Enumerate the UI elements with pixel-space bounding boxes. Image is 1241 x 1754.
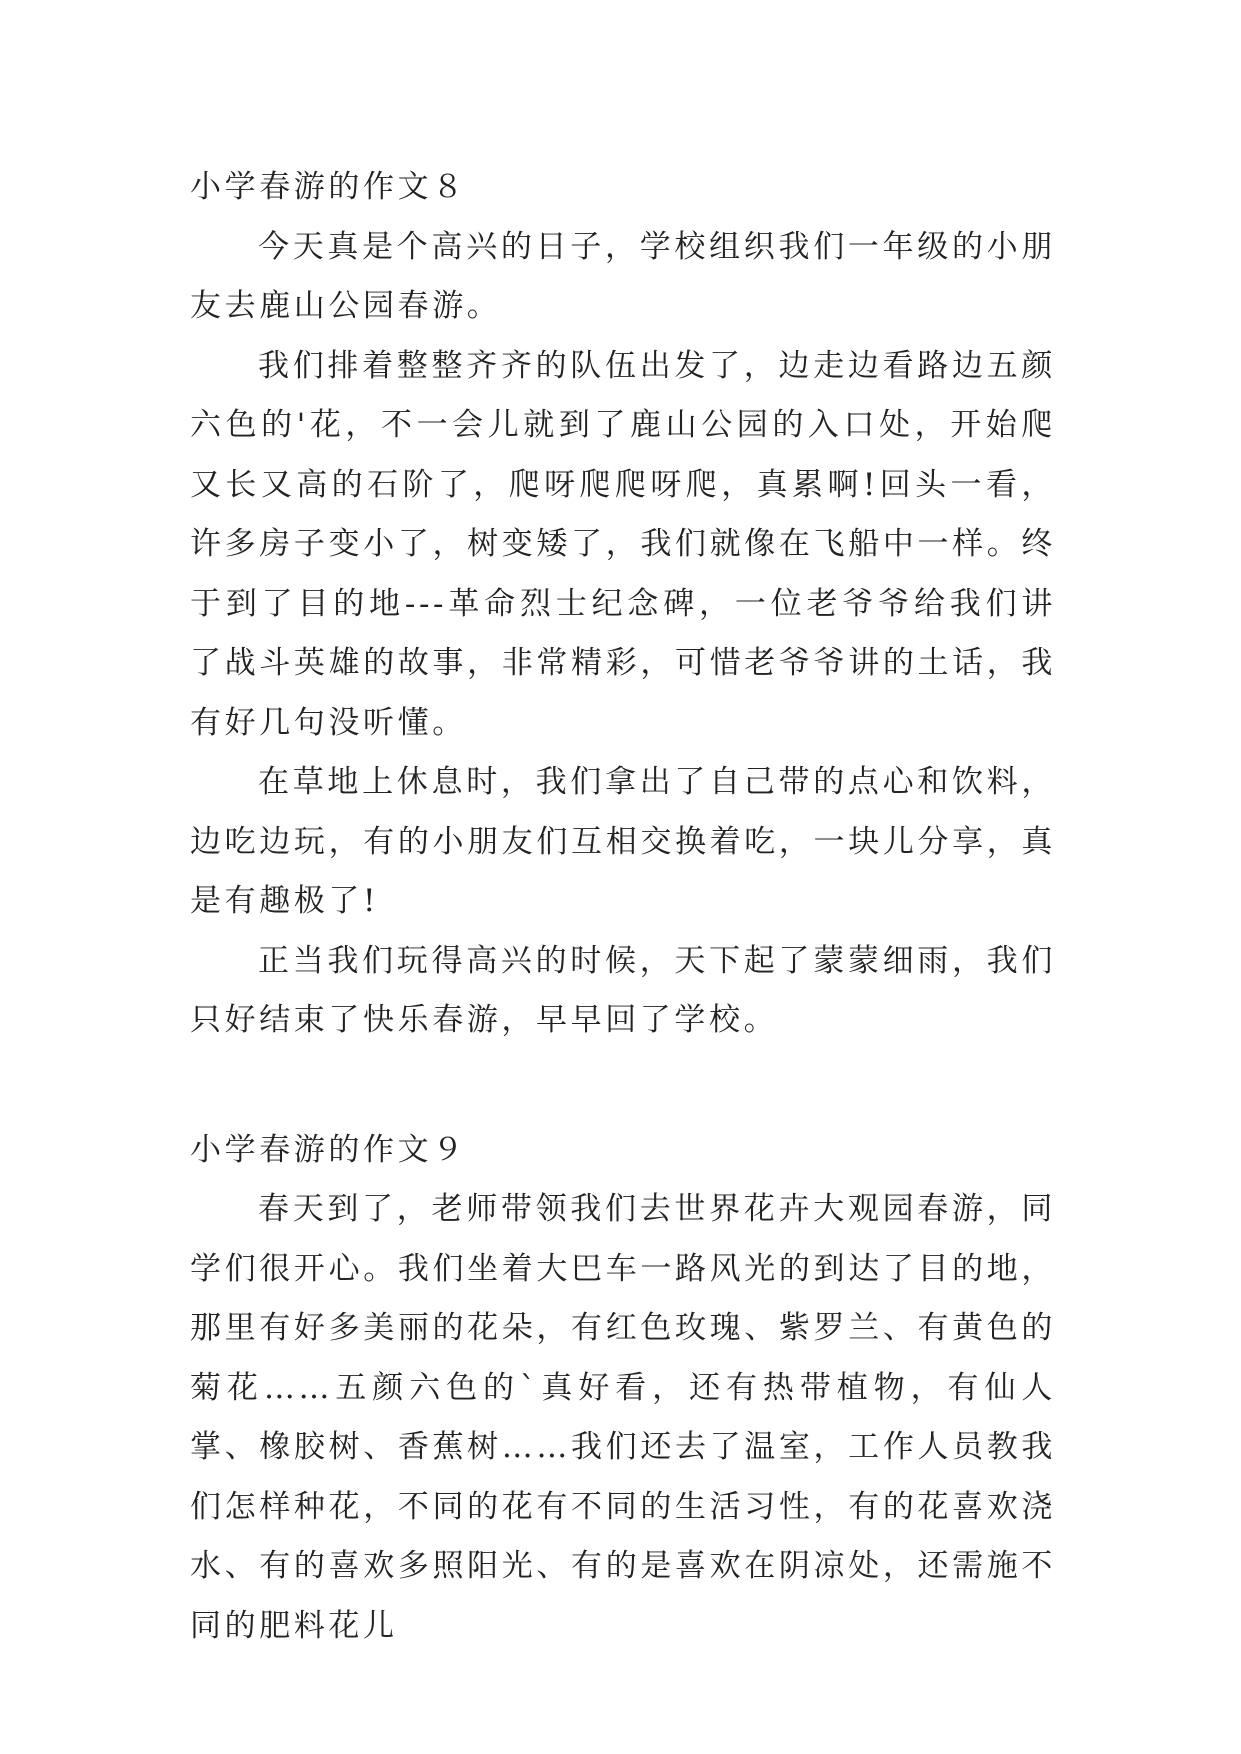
essay-section-8 bbox=[190, 158, 1056, 1051]
paragraph: 在草地上休息时，我们拿出了自己带的点心和饮料，边吃边玩，有的小朋友们互相交换着吃，一块儿分享，真是有趣极了! bbox=[190, 764, 1056, 919]
section-title: 小学春游的作文９ bbox=[190, 1131, 467, 1168]
section-spacer bbox=[190, 1051, 1056, 1121]
paragraph: 今天真是个高兴的日子，学校组织我们一年级的小朋友去鹿山公园春游。 bbox=[190, 228, 1056, 324]
paragraph: 春天到了，老师带领我们去世界花卉大观园春游，同学们很开心。我们坐着大巴车一路风光的到达了目的地，那里有好多美丽的花朵，有红色玫瑰、紫罗兰、有黄色的菊花……五颜六色的`真好看，还有热带植物，有仙人掌、橡胶树、香蕉树……我们还去了温室，工作人员教我们怎样种花，不同的花有不同的生活习性，有的花喜欢浇水、有的喜欢多照阳光、有的是喜欢在阴凉处，还需施不同的肥料花儿 bbox=[190, 1191, 1056, 1644]
document-page bbox=[190, 158, 1056, 1656]
essay-section-9 bbox=[190, 1121, 1056, 1657]
paragraph: 我们排着整整齐齐的队伍出发了，边走边看路边五颜六色的'花，不一会儿就到了鹿山公园的入口处，开始爬又长又高的石阶了，爬呀爬爬呀爬，真累啊!回头一看，许多房子变小了，树变矮了，我们就像在飞船中一样。终于到了目的地---革命烈士纪念碑，一位老爷爷给我们讲了战斗英雄的故事，非常精彩，可惜老爷爷讲的土话，我有好几句没听懂。 bbox=[190, 347, 1056, 741]
section-title: 小学春游的作文８ bbox=[190, 169, 467, 205]
paragraph: 正当我们玩得高兴的时候，天下起了蒙蒙细雨，我们只好结束了快乐春游，早早回了学校。 bbox=[190, 942, 1056, 1038]
